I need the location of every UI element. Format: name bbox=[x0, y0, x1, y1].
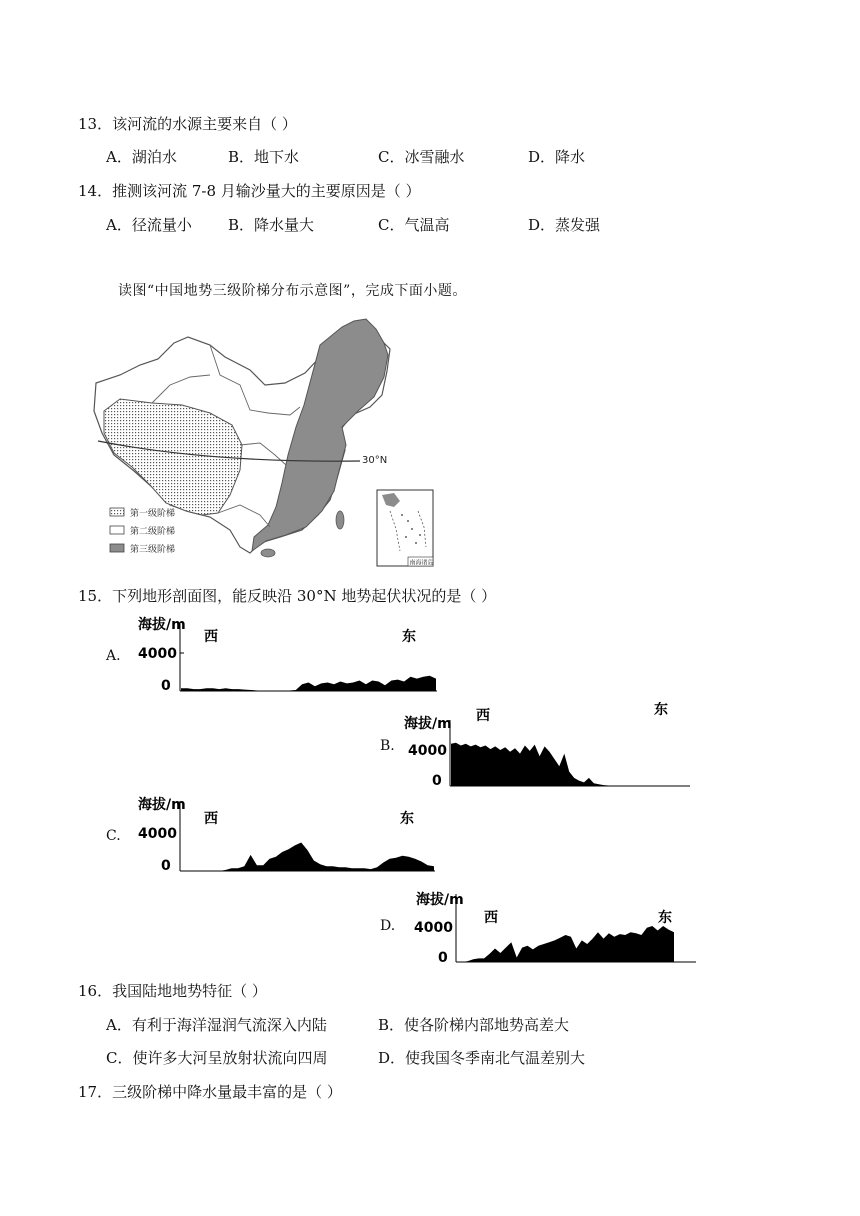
profile-c-chart bbox=[130, 793, 450, 875]
profile-b-west: 西 bbox=[476, 708, 490, 724]
profile-d-ylabel: 海拔/m bbox=[416, 892, 464, 908]
profile-c-west: 西 bbox=[204, 811, 218, 827]
profile-a-ylabel: 海拔/m bbox=[138, 617, 186, 633]
legend-tier3: 第三级阶梯 bbox=[130, 545, 176, 555]
profile-a-tick-4000: 4000 bbox=[138, 646, 177, 662]
profile-a-chart bbox=[130, 615, 450, 695]
q13-option-a[interactable]: A．湖泊水 bbox=[106, 148, 177, 166]
profile-b-tick-0: 0 bbox=[432, 773, 442, 789]
q13-option-c[interactable]: C．冰雪融水 bbox=[378, 148, 465, 166]
inset-label: 南海诸岛 bbox=[409, 559, 434, 567]
q16-option-c[interactable]: C．使许多大河呈放射状流向四周 bbox=[106, 1049, 328, 1067]
q16-option-a[interactable]: A．有利于海洋湿润气流深入内陆 bbox=[106, 1016, 327, 1034]
legend-tier2: 第二级阶梯 bbox=[130, 527, 176, 537]
profile-a-tick-0: 0 bbox=[161, 678, 171, 694]
question-17-stem: 17．三级阶梯中降水量最丰富的是（ ） bbox=[78, 1083, 342, 1101]
terrain-steps-map bbox=[90, 315, 440, 570]
latitude-label: 30°N bbox=[362, 455, 388, 466]
profile-d-west: 西 bbox=[484, 910, 498, 926]
profile-b-tick-4000: 4000 bbox=[408, 743, 447, 759]
profile-d-label[interactable]: D. bbox=[380, 918, 396, 934]
profile-a-terrain bbox=[181, 676, 436, 691]
profile-c-tick-0: 0 bbox=[161, 858, 171, 874]
map-intro-text: 读图“中国地势三级阶梯分布示意图”，完成下面小题。 bbox=[118, 283, 467, 299]
profile-d-east: 东 bbox=[658, 910, 672, 926]
q13-option-d[interactable]: D．降水 bbox=[528, 148, 586, 166]
q16-option-b[interactable]: B．使各阶梯内部地势高差大 bbox=[378, 1016, 570, 1034]
profile-d-terrain bbox=[457, 926, 674, 962]
profile-b-terrain bbox=[451, 743, 648, 786]
profile-a-east: 东 bbox=[402, 629, 416, 645]
profile-a-west: 西 bbox=[204, 629, 218, 645]
q14-option-d[interactable]: D．蒸发强 bbox=[528, 216, 601, 234]
question-13-stem: 13．该河流的水源主要来自（ ） bbox=[78, 115, 297, 133]
profile-c-ylabel: 海拔/m bbox=[138, 797, 186, 813]
question-16-stem: 16．我国陆地地势特征（ ） bbox=[78, 982, 267, 1000]
profile-c-label[interactable]: C. bbox=[106, 828, 121, 844]
profile-c-east: 东 bbox=[400, 811, 414, 827]
question-14-stem: 14．推测该河流 7-8 月输沙量大的主要原因是（ ） bbox=[78, 182, 421, 200]
q14-option-c[interactable]: C．气温高 bbox=[378, 216, 450, 234]
question-15-stem: 15．下列地形剖面图，能反映沿 30°N 地势起伏状况的是（ ） bbox=[78, 587, 497, 605]
q16-option-d[interactable]: D．使我国冬季南北气温差别大 bbox=[378, 1049, 586, 1067]
q14-option-b[interactable]: B．降水量大 bbox=[228, 216, 315, 234]
profile-b-label[interactable]: B. bbox=[380, 738, 395, 754]
q13-option-b[interactable]: B．地下水 bbox=[228, 148, 300, 166]
profile-c-tick-4000: 4000 bbox=[138, 826, 177, 842]
profile-b-east: 东 bbox=[654, 702, 668, 718]
profile-b-ylabel: 海拔/m bbox=[404, 716, 452, 732]
profile-d-chart bbox=[400, 884, 700, 968]
q14-option-a[interactable]: A．径流量小 bbox=[106, 216, 192, 234]
legend-tier1: 第一级阶梯 bbox=[130, 509, 176, 519]
profile-c-terrain bbox=[181, 843, 434, 872]
profile-d-tick-0: 0 bbox=[438, 950, 448, 966]
profile-d-tick-4000: 4000 bbox=[414, 920, 453, 936]
profile-b-chart bbox=[400, 702, 700, 792]
profile-a-label[interactable]: A. bbox=[106, 648, 121, 664]
